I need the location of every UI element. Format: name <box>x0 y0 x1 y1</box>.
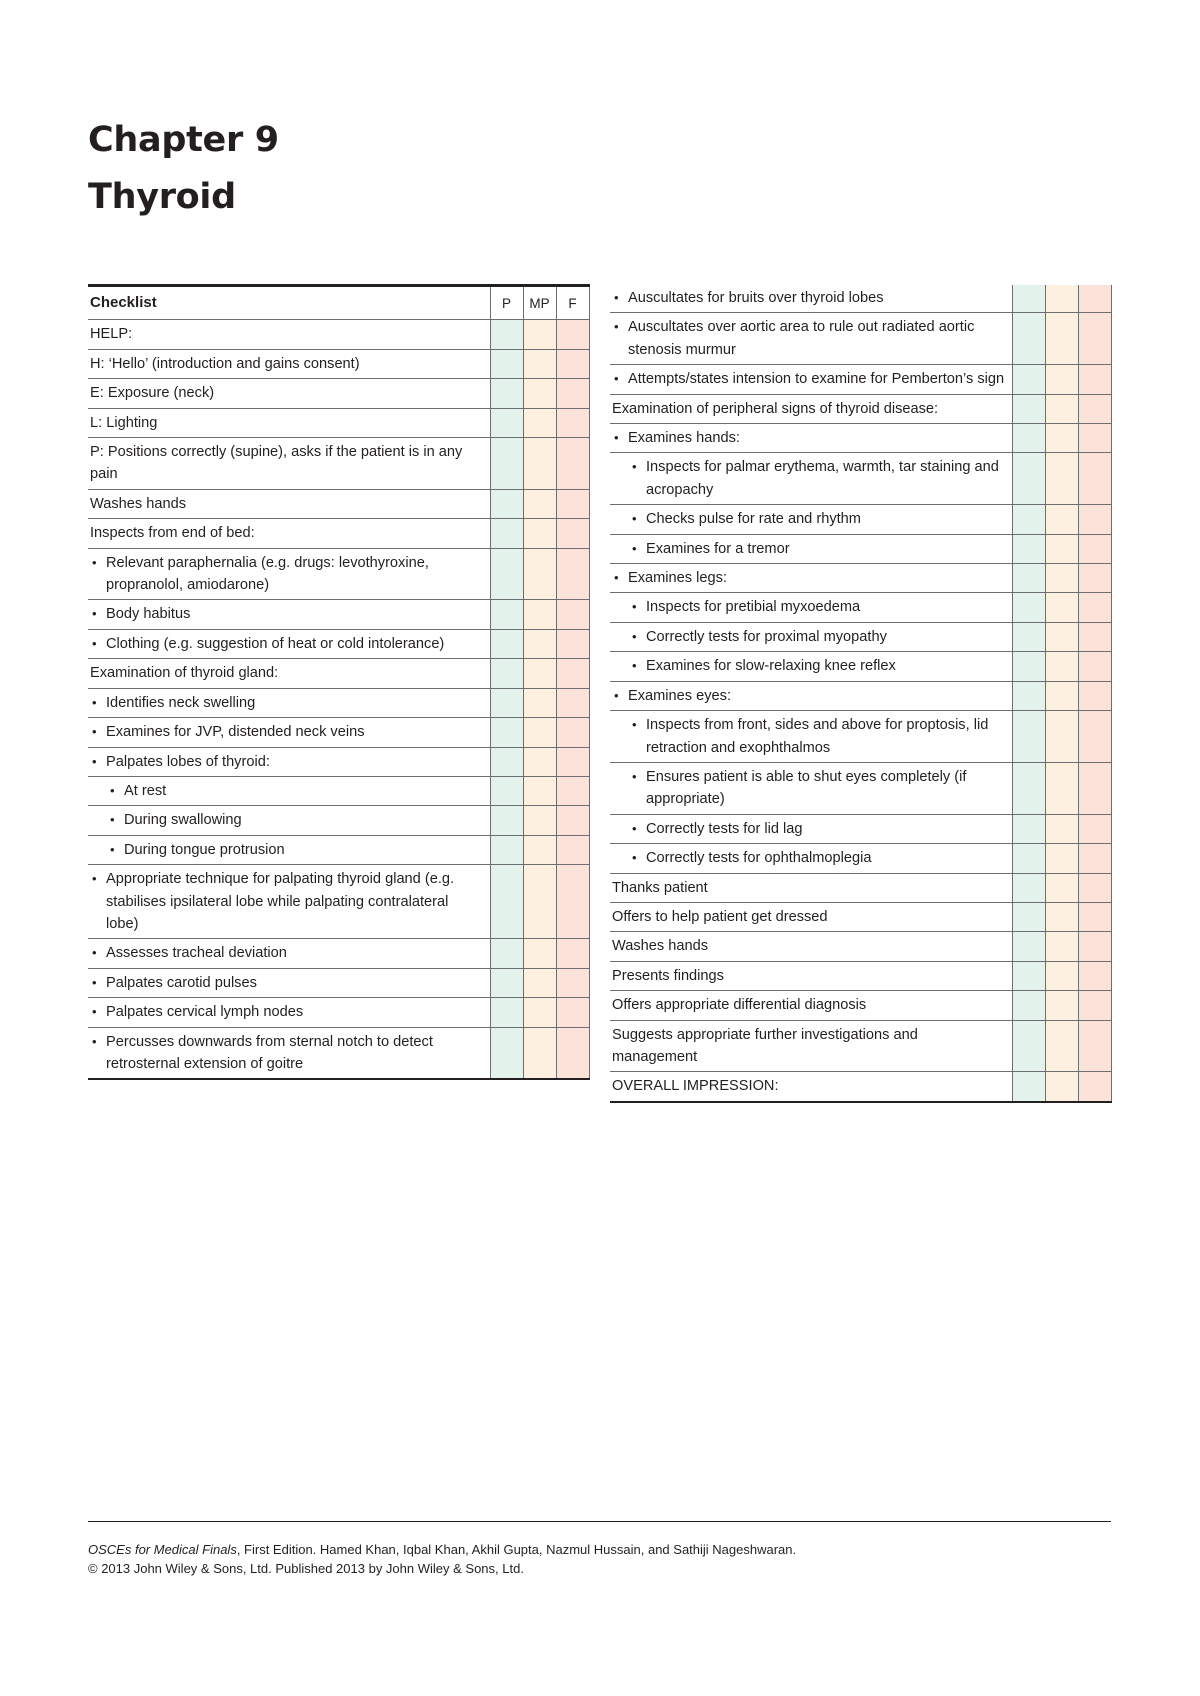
score-cell-mp[interactable] <box>1045 285 1078 313</box>
checklist-item-text <box>610 313 1012 365</box>
score-cell-p[interactable] <box>490 747 523 776</box>
checklist-item-text <box>610 991 1012 1020</box>
checklist-table-left <box>88 284 590 1080</box>
score-cell-f[interactable] <box>1078 873 1111 902</box>
score-cell-f[interactable] <box>1078 424 1111 453</box>
checklist-right-body <box>610 285 1111 1102</box>
checklist-item-label: Examination of thyroid gland: <box>90 665 279 682</box>
checklist-bullet-item: • During tongue protrusion <box>90 839 484 861</box>
score-cell-p[interactable] <box>1012 285 1045 313</box>
score-cell-mp[interactable] <box>523 659 556 688</box>
checklist-bullet-item: • Examines legs: <box>612 567 1006 589</box>
checklist-row <box>88 438 589 490</box>
checklist-item-text <box>610 762 1012 814</box>
column-header-f: F <box>556 286 589 320</box>
checklist-item-text <box>88 408 490 437</box>
checklist-bullet-item: • Palpates cervical lymph nodes <box>90 1001 484 1023</box>
checklist-item-text <box>610 505 1012 534</box>
score-cell-f[interactable] <box>1078 622 1111 651</box>
checklist-row <box>88 320 589 349</box>
score-cell-mp[interactable] <box>1045 1020 1078 1072</box>
score-cell-p[interactable] <box>1012 932 1045 961</box>
checklist-bullet-item: • Attempts/states intension to examine for Pemberton’s sign <box>612 368 1006 390</box>
checklist-bullet-item: • Auscultates for bruits over thyroid lobes <box>612 287 1006 309</box>
checklist-item-text <box>88 600 490 629</box>
checklist-row <box>88 408 589 437</box>
footer-divider <box>88 1521 1111 1522</box>
checklist-bullet-item: • Examines for slow-relaxing knee reflex <box>612 655 1006 677</box>
checklist-item-text <box>610 365 1012 394</box>
checklist-item-text <box>88 519 490 548</box>
score-cell-f[interactable] <box>556 600 589 629</box>
score-cell-p[interactable] <box>1012 902 1045 931</box>
score-cell-p[interactable] <box>1012 814 1045 843</box>
score-cell-f[interactable] <box>1078 564 1111 593</box>
score-cell-f[interactable] <box>556 806 589 835</box>
score-cell-mp[interactable] <box>523 548 556 600</box>
footer-book-title: OSCEs for Medical Finals <box>88 1542 237 1557</box>
checklist-row <box>610 932 1111 961</box>
score-cell-p[interactable] <box>1012 1072 1045 1102</box>
column-header-mp: MP <box>523 286 556 320</box>
checklist-item-text <box>88 776 490 805</box>
checklist-row <box>610 1072 1111 1102</box>
score-cell-p[interactable] <box>1012 711 1045 763</box>
checklist-table-right <box>610 285 1112 1103</box>
score-cell-f[interactable] <box>556 349 589 378</box>
score-cell-p[interactable] <box>1012 394 1045 423</box>
score-cell-f[interactable] <box>1078 394 1111 423</box>
checklist-item-label: H: ‘Hello’ (introduction and gains consent) <box>90 355 360 372</box>
score-cell-f[interactable] <box>1078 814 1111 843</box>
score-cell-p[interactable] <box>1012 873 1045 902</box>
score-cell-p[interactable] <box>1012 844 1045 873</box>
checklist-item-text <box>88 1027 490 1079</box>
score-cell-mp[interactable] <box>1045 534 1078 563</box>
checklist-bullet-item: • Inspects from front, sides and above for proptosis, lid retraction and exophthalmos <box>612 714 1006 759</box>
checklist-bullet-item: • Appropriate technique for palpating thyroid gland (e.g. stabilises ipsilateral lobe while palpating contralateral lobe) <box>90 868 484 935</box>
score-cell-mp[interactable] <box>1045 564 1078 593</box>
score-cell-f[interactable] <box>556 629 589 658</box>
checklist-bullet-item: • Correctly tests for lid lag <box>612 818 1006 840</box>
score-cell-p[interactable] <box>1012 534 1045 563</box>
score-cell-mp[interactable] <box>523 438 556 490</box>
checklist-bullet-item: • Examines eyes: <box>612 685 1006 707</box>
checklist-row <box>88 548 589 600</box>
checklist-row <box>88 865 589 939</box>
score-cell-p[interactable] <box>490 968 523 997</box>
score-cell-p[interactable] <box>490 438 523 490</box>
checklist-item-text <box>88 688 490 717</box>
checklist-bullet-item: • Palpates lobes of thyroid: <box>90 751 484 773</box>
checklist-row <box>88 489 589 518</box>
score-cell-p[interactable] <box>490 349 523 378</box>
score-cell-mp[interactable] <box>523 998 556 1027</box>
checklist-item-text <box>610 1020 1012 1072</box>
checklist-item-text <box>88 320 490 349</box>
score-cell-p[interactable] <box>1012 453 1045 505</box>
checklist-item-label: Suggests appropriate further investigations and management <box>612 1026 918 1065</box>
checklist-bullet-item: • Relevant paraphernalia (e.g. drugs: levothyroxine, propranolol, amiodarone) <box>90 552 484 597</box>
checklist-row <box>610 622 1111 651</box>
score-cell-p[interactable] <box>1012 622 1045 651</box>
footer-copyright: © 2013 John Wiley & Sons, Ltd. Published 2013 by John Wiley & Sons, Ltd. <box>88 1561 524 1576</box>
checklist-item-label: Offers appropriate differential diagnosis <box>612 997 867 1014</box>
score-cell-mp[interactable] <box>1045 991 1078 1020</box>
checklist-item-text <box>88 998 490 1027</box>
checklist-bullet-item: • Body habitus <box>90 603 484 625</box>
checklist-item-text <box>610 711 1012 763</box>
checklist-row <box>610 873 1111 902</box>
checklist-row <box>88 939 589 968</box>
score-cell-mp[interactable] <box>1045 844 1078 873</box>
checklist-bullet-item: • During swallowing <box>90 809 484 831</box>
score-cell-f[interactable] <box>556 489 589 518</box>
score-cell-mp[interactable] <box>523 776 556 805</box>
score-cell-f[interactable] <box>556 548 589 600</box>
checklist-item-text <box>610 873 1012 902</box>
score-cell-f[interactable] <box>556 865 589 939</box>
checklist-bullet-item: • Correctly tests for proximal myopathy <box>612 626 1006 648</box>
checklist-row <box>88 968 589 997</box>
score-cell-p[interactable] <box>1012 991 1045 1020</box>
score-cell-f[interactable] <box>1078 1020 1111 1072</box>
score-cell-f[interactable] <box>1078 762 1111 814</box>
score-cell-mp[interactable] <box>1045 313 1078 365</box>
score-cell-p[interactable] <box>490 865 523 939</box>
checklist-row <box>610 505 1111 534</box>
checklist-item-text <box>88 747 490 776</box>
score-cell-mp[interactable] <box>523 747 556 776</box>
score-cell-p[interactable] <box>490 776 523 805</box>
checklist-bullet-item: • Inspects for palmar erythema, warmth, tar staining and acropachy <box>612 456 1006 501</box>
checklist-item-text <box>610 285 1012 313</box>
score-cell-f[interactable] <box>556 519 589 548</box>
score-cell-f[interactable] <box>1078 285 1111 313</box>
score-cell-p[interactable] <box>1012 424 1045 453</box>
score-cell-mp[interactable] <box>523 688 556 717</box>
checklist-item-text <box>610 453 1012 505</box>
score-cell-mp[interactable] <box>523 320 556 349</box>
checklist-bullet-item: • Examines hands: <box>612 427 1006 449</box>
checklist-item-text <box>88 968 490 997</box>
score-cell-mp[interactable] <box>1045 932 1078 961</box>
score-cell-p[interactable] <box>1012 681 1045 710</box>
score-cell-mp[interactable] <box>523 718 556 747</box>
score-cell-p[interactable] <box>1012 961 1045 990</box>
checklist-item-text <box>610 1072 1012 1102</box>
checklist-item-text <box>610 932 1012 961</box>
score-cell-p[interactable] <box>1012 564 1045 593</box>
checklist-item-text <box>610 844 1012 873</box>
checklist-bullet-item: • Identifies neck swelling <box>90 692 484 714</box>
checklist-row <box>610 991 1111 1020</box>
checklist-row <box>88 349 589 378</box>
checklist-row <box>610 564 1111 593</box>
checklist-bullet-item: • Inspects for pretibial myxoedema <box>612 596 1006 618</box>
score-cell-f[interactable] <box>1078 652 1111 681</box>
score-cell-p[interactable] <box>490 806 523 835</box>
score-cell-mp[interactable] <box>1045 652 1078 681</box>
score-cell-mp[interactable] <box>1045 622 1078 651</box>
score-cell-p[interactable] <box>1012 505 1045 534</box>
checklist-bullet-item: • Clothing (e.g. suggestion of heat or cold intolerance) <box>90 633 484 655</box>
score-cell-p[interactable] <box>490 939 523 968</box>
checklist-row <box>610 814 1111 843</box>
checklist-row <box>88 718 589 747</box>
score-cell-f[interactable] <box>1078 593 1111 622</box>
score-cell-p[interactable] <box>490 408 523 437</box>
checklist-item-text <box>610 622 1012 651</box>
score-cell-p[interactable] <box>490 688 523 717</box>
score-cell-f[interactable] <box>556 1027 589 1079</box>
checklist-row <box>88 835 589 864</box>
checklist-bullet-item: • Assesses tracheal deviation <box>90 942 484 964</box>
score-cell-p[interactable] <box>1012 365 1045 394</box>
score-cell-mp[interactable] <box>523 835 556 864</box>
score-cell-p[interactable] <box>1012 762 1045 814</box>
score-cell-mp[interactable] <box>1045 681 1078 710</box>
checklist-item-text <box>610 961 1012 990</box>
score-cell-f[interactable] <box>1078 365 1111 394</box>
checklist-left-body <box>88 286 589 1080</box>
checklist-row <box>88 806 589 835</box>
checklist-row <box>610 1020 1111 1072</box>
score-cell-mp[interactable] <box>1045 814 1078 843</box>
score-cell-p[interactable] <box>490 1027 523 1079</box>
checklist-item-text <box>610 564 1012 593</box>
score-cell-mp[interactable] <box>1045 365 1078 394</box>
checklist-item-text <box>610 424 1012 453</box>
checklist-row <box>610 902 1111 931</box>
checklist-header-label: Checklist <box>88 286 490 320</box>
checklist-item-text <box>610 814 1012 843</box>
chapter-title: Thyroid <box>88 177 236 217</box>
score-cell-f[interactable] <box>556 747 589 776</box>
score-cell-p[interactable] <box>1012 593 1045 622</box>
score-cell-p[interactable] <box>490 320 523 349</box>
checklist-row <box>610 394 1111 423</box>
checklist-item-label: Washes hands <box>612 938 708 955</box>
checklist-row <box>88 776 589 805</box>
score-cell-mp[interactable] <box>523 865 556 939</box>
checklist-row <box>88 600 589 629</box>
checklist-item-label: Offers to help patient get dressed <box>612 908 828 925</box>
checklist-item-text <box>88 629 490 658</box>
footer-citation: , First Edition. Hamed Khan, Iqbal Khan, Akhil Gupta, Nazmul Hussain, and Sathiji Nageshwaran. <box>236 1542 797 1557</box>
score-cell-p[interactable] <box>490 718 523 747</box>
chapter-number: Chapter 9 <box>88 120 279 160</box>
checklist-item-text <box>88 548 490 600</box>
score-cell-mp[interactable] <box>1045 902 1078 931</box>
score-cell-mp[interactable] <box>1045 424 1078 453</box>
page-footer <box>88 1540 796 1578</box>
checklist-row <box>610 534 1111 563</box>
score-cell-p[interactable] <box>490 998 523 1027</box>
score-cell-p[interactable] <box>1012 313 1045 365</box>
checklist-item-text <box>610 534 1012 563</box>
checklist-row <box>610 424 1111 453</box>
checklist-item-label: Examination of peripheral signs of thyroid disease: <box>612 400 939 417</box>
checklist-row <box>88 998 589 1027</box>
score-cell-mp[interactable] <box>1045 711 1078 763</box>
checklist-item-text <box>88 865 490 939</box>
score-cell-f[interactable] <box>1078 505 1111 534</box>
checklist-bullet-item: • Checks pulse for rate and rhythm <box>612 508 1006 530</box>
score-cell-mp[interactable] <box>523 349 556 378</box>
checklist-row <box>88 1027 589 1079</box>
checklist-item-text <box>610 394 1012 423</box>
chapter-heading <box>88 112 279 226</box>
score-cell-p[interactable] <box>490 835 523 864</box>
score-cell-f[interactable] <box>556 718 589 747</box>
checklist-header-row <box>88 286 589 320</box>
score-cell-p[interactable] <box>490 659 523 688</box>
score-cell-f[interactable] <box>1078 902 1111 931</box>
score-cell-mp[interactable] <box>1045 762 1078 814</box>
score-cell-mp[interactable] <box>1045 453 1078 505</box>
score-cell-f[interactable] <box>556 968 589 997</box>
checklist-item-text <box>88 349 490 378</box>
score-cell-mp[interactable] <box>523 600 556 629</box>
score-cell-f[interactable] <box>1078 313 1111 365</box>
score-cell-mp[interactable] <box>523 629 556 658</box>
checklist-row <box>610 762 1111 814</box>
checklist-item-text <box>610 681 1012 710</box>
checklist-row <box>610 453 1111 505</box>
checklist-row <box>610 365 1111 394</box>
score-cell-mp[interactable] <box>523 489 556 518</box>
score-cell-f[interactable] <box>1078 961 1111 990</box>
score-cell-mp[interactable] <box>1045 1072 1078 1102</box>
checklist-row <box>88 659 589 688</box>
score-cell-p[interactable] <box>1012 1020 1045 1072</box>
score-cell-mp[interactable] <box>523 519 556 548</box>
checklist-row <box>88 379 589 408</box>
score-cell-p[interactable] <box>490 489 523 518</box>
checklist-item-label: L: Lighting <box>90 414 158 431</box>
score-cell-mp[interactable] <box>523 379 556 408</box>
score-cell-mp[interactable] <box>1045 873 1078 902</box>
score-cell-f[interactable] <box>1078 453 1111 505</box>
checklist-bullet-item: • Percusses downwards from sternal notch to detect retrosternal extension of goitre <box>90 1031 484 1076</box>
checklist-item-text <box>88 379 490 408</box>
checklist-item-label: Inspects from end of bed: <box>90 525 255 542</box>
score-cell-mp[interactable] <box>1045 505 1078 534</box>
score-cell-f[interactable] <box>1078 711 1111 763</box>
score-cell-f[interactable] <box>556 408 589 437</box>
score-cell-f[interactable] <box>556 939 589 968</box>
score-cell-f[interactable] <box>1078 844 1111 873</box>
score-cell-f[interactable] <box>556 320 589 349</box>
score-cell-f[interactable] <box>556 776 589 805</box>
score-cell-f[interactable] <box>556 998 589 1027</box>
checklist-item-text <box>88 939 490 968</box>
score-cell-mp[interactable] <box>523 1027 556 1079</box>
checklist-item-text <box>610 652 1012 681</box>
checklist-item-label: OVERALL IMPRESSION: <box>612 1078 779 1095</box>
checklist-item-label: HELP: <box>90 326 133 343</box>
score-cell-mp[interactable] <box>1045 961 1078 990</box>
score-cell-p[interactable] <box>490 629 523 658</box>
score-cell-mp[interactable] <box>523 408 556 437</box>
checklist-bullet-item: • Auscultates over aortic area to rule out radiated aortic stenosis murmur <box>612 316 1006 361</box>
checklist-item-text <box>88 718 490 747</box>
score-cell-f[interactable] <box>1078 991 1111 1020</box>
footer-citation-line <box>88 1540 796 1559</box>
checklist-row <box>610 285 1111 313</box>
score-cell-mp[interactable] <box>523 968 556 997</box>
checklist-row <box>88 519 589 548</box>
score-cell-p[interactable] <box>490 519 523 548</box>
score-cell-f[interactable] <box>1078 534 1111 563</box>
score-cell-f[interactable] <box>556 835 589 864</box>
checklist-row <box>88 747 589 776</box>
checklist-item-label: E: Exposure (neck) <box>90 385 215 402</box>
checklist-item-text <box>88 835 490 864</box>
column-header-p: P <box>490 286 523 320</box>
checklist-bullet-item: • Examines for JVP, distended neck veins <box>90 721 484 743</box>
score-cell-f[interactable] <box>556 379 589 408</box>
checklist-item-text <box>610 593 1012 622</box>
checklist-item-label: Thanks patient <box>612 879 708 896</box>
checklist-row <box>88 688 589 717</box>
score-cell-f[interactable] <box>1078 681 1111 710</box>
score-cell-f[interactable] <box>1078 932 1111 961</box>
score-cell-f[interactable] <box>1078 1072 1111 1102</box>
score-cell-p[interactable] <box>1012 652 1045 681</box>
checklist-row <box>610 844 1111 873</box>
checklist-row <box>610 681 1111 710</box>
checklist-bullet-item: • Correctly tests for ophthalmoplegia <box>612 847 1006 869</box>
checklist-row <box>610 593 1111 622</box>
checklist-item-label: Presents findings <box>612 967 724 984</box>
score-cell-mp[interactable] <box>1045 394 1078 423</box>
score-cell-p[interactable] <box>490 548 523 600</box>
score-cell-mp[interactable] <box>1045 593 1078 622</box>
checklist-item-text <box>610 902 1012 931</box>
checklist-row <box>610 961 1111 990</box>
checklist-bullet-item: • Ensures patient is able to shut eyes completely (if appropriate) <box>612 766 1006 811</box>
checklist-row <box>610 711 1111 763</box>
score-cell-f[interactable] <box>556 438 589 490</box>
checklist-bullet-item: • At rest <box>90 780 484 802</box>
checklist-item-text <box>88 438 490 490</box>
checklist-item-text <box>88 806 490 835</box>
checklist-item-text <box>88 659 490 688</box>
checklist-bullet-item: • Palpates carotid pulses <box>90 972 484 994</box>
score-cell-f[interactable] <box>556 659 589 688</box>
checklist-item-label: Washes hands <box>90 495 186 512</box>
checklist-row <box>610 313 1111 365</box>
score-cell-p[interactable] <box>490 600 523 629</box>
checklist-item-label: P: Positions correctly (supine), asks if the patient is in any pain <box>90 444 463 483</box>
checklist-bullet-item: • Examines for a tremor <box>612 538 1006 560</box>
score-cell-p[interactable] <box>490 379 523 408</box>
checklist-row <box>610 652 1111 681</box>
score-cell-f[interactable] <box>556 688 589 717</box>
checklist-row <box>88 629 589 658</box>
score-cell-mp[interactable] <box>523 939 556 968</box>
checklist-item-text <box>88 489 490 518</box>
score-cell-mp[interactable] <box>523 806 556 835</box>
